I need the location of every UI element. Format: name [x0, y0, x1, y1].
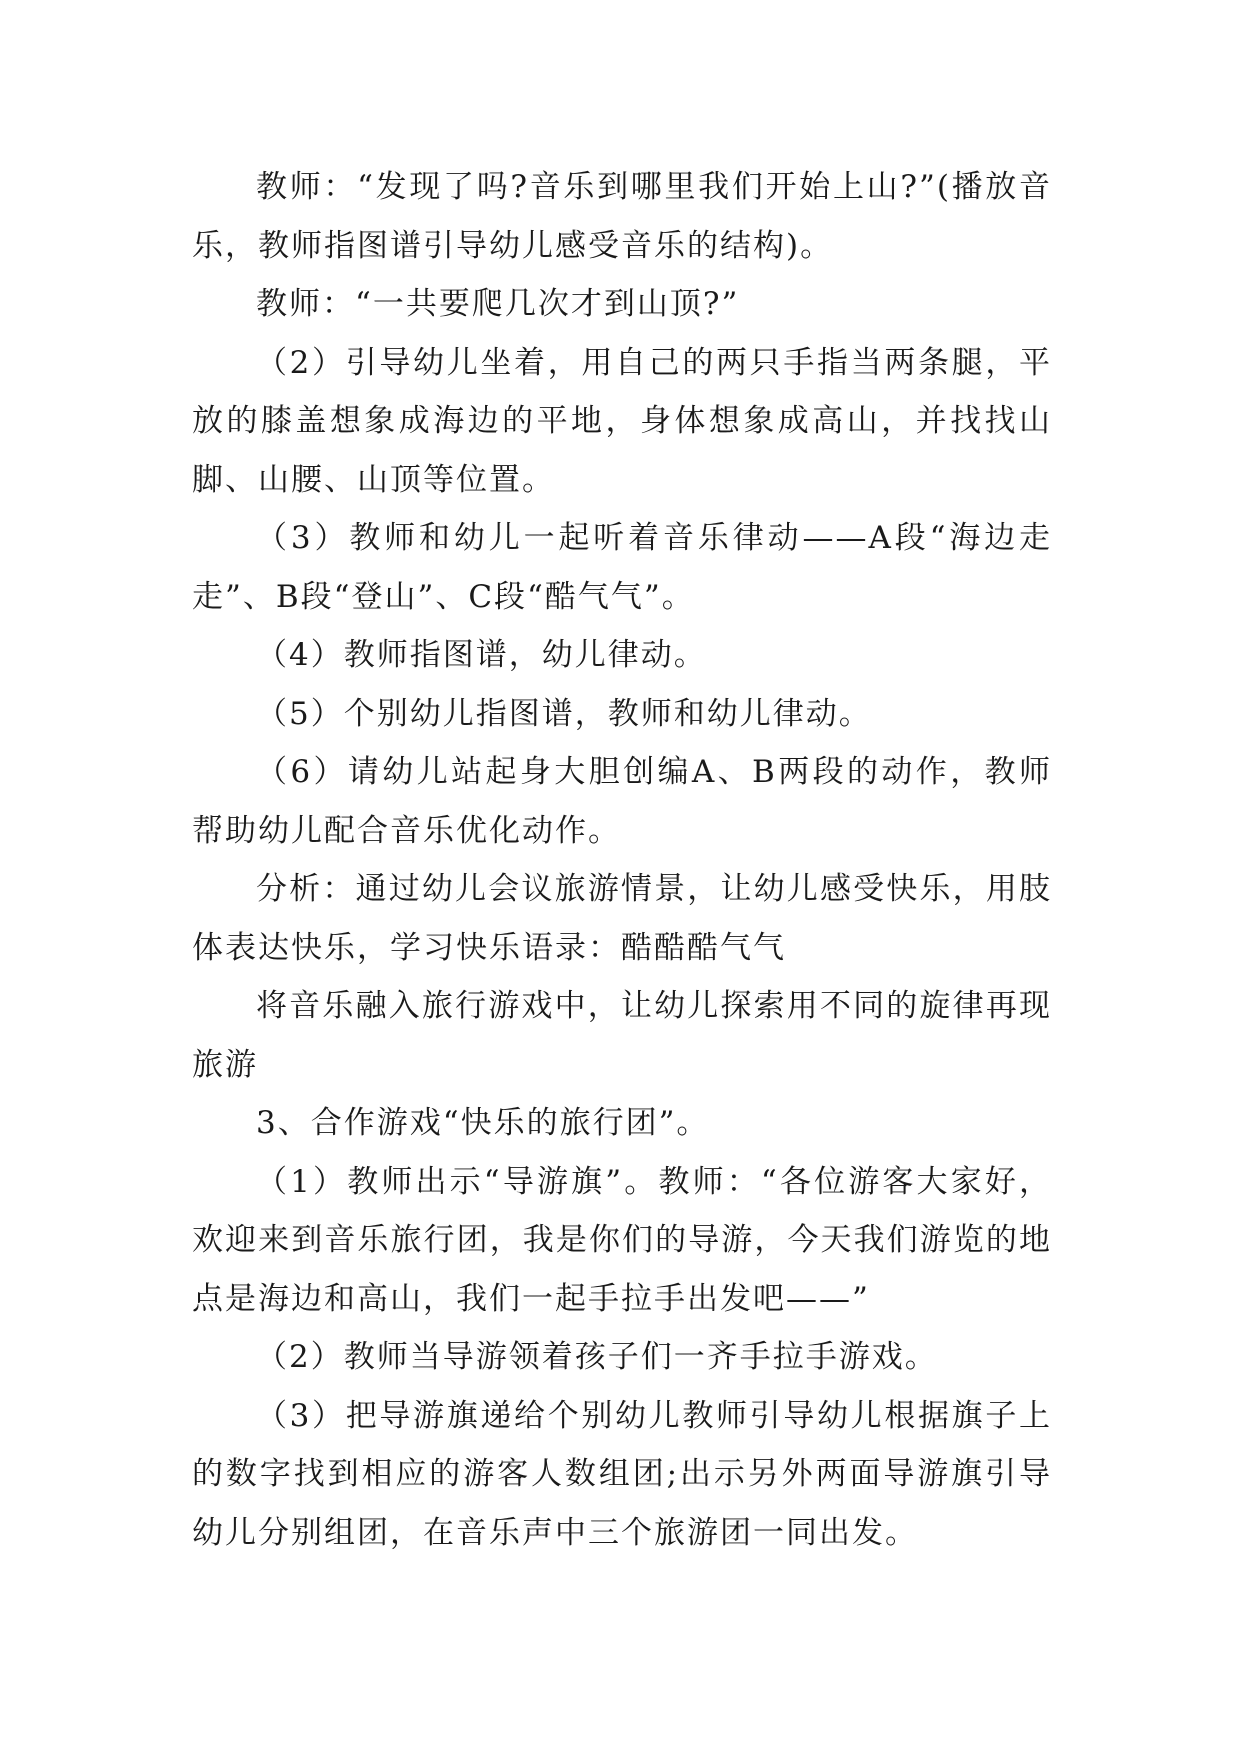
paragraph: 分析：通过幼儿会议旅游情景，让幼儿感受快乐，用肢体表达快乐，学习快乐语录：酷酷酷气气: [192, 871, 1052, 966]
paragraph: （3）把导游旗递给个别幼儿教师引导幼儿根据旗子上的数字找到相应的游客人数组团;出示另外两面导游旗引导幼儿分别组团，在音乐声中三个旅游团一同出发。: [192, 1397, 1052, 1551]
paragraph: （6）请幼儿站起身大胆创编A、B两段的动作，教师帮助幼儿配合音乐优化动作。: [192, 754, 1052, 849]
paragraph: （5）个别幼儿指图谱，教师和幼儿律动。: [256, 695, 872, 732]
paragraph: （2）引导幼儿坐着，用自己的两只手指当两条腿，平放的膝盖想象成海边的平地，身体想象成高山，并找找山脚、山腰、山顶等位置。: [192, 344, 1052, 498]
paragraph: 3、合作游戏“快乐的旅行团”。: [256, 1105, 710, 1141]
paragraph: （4）教师指图谱，幼儿律动。: [256, 637, 707, 673]
paragraph: 教师：“一共要爬几次才到山顶?”: [256, 286, 740, 322]
paragraph: 教师：“发现了吗?音乐到哪里我们开始上山?”(播放音乐，教师指图谱引导幼儿感受音乐的结构)。: [192, 169, 1052, 264]
paragraph: （3）教师和幼儿一起听着音乐律动——A段“海边走走”、B段“登山”、C段“酷气气”。: [192, 520, 1052, 615]
paragraph: （2）教师当导游领着孩子们一齐手拉手游戏。: [256, 1339, 938, 1375]
document-body: [192, 158, 1052, 1562]
paragraph: （1）教师出示“导游旗”。教师：“各位游客大家好，欢迎来到音乐旅行团，我是你们的导游，今天我们游览的地点是海边和高山，我们一起手拉手出发吧——”: [192, 1163, 1052, 1317]
paragraph: 将音乐融入旅行游戏中，让幼儿探索用不同的旋律再现旅游: [192, 988, 1052, 1083]
